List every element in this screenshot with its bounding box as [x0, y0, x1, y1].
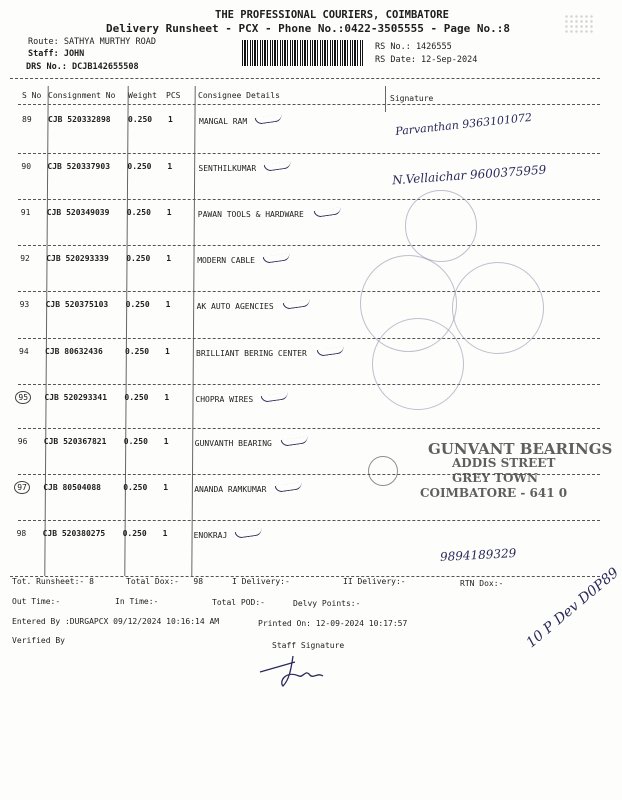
out-time: Out Time:- [12, 597, 61, 606]
row-weight: 0.250 [126, 254, 151, 263]
row-pcs: 1 [165, 347, 170, 356]
check-mark-icon [317, 346, 345, 357]
runsheet-subtitle: Delivery Runsheet - PCX - Phone No.:0422-3505555 - Page No.:8 [106, 22, 510, 35]
stamp-company-name: GUNVANT BEARINGS [428, 440, 613, 458]
col-header-weight: Weight [128, 91, 157, 100]
row-consignee: CHOPRA WIRES [195, 395, 254, 404]
row-pcs: 1 [165, 300, 171, 309]
row-sno: 89 [22, 115, 32, 124]
stamp-seal [372, 318, 464, 410]
column-rule [191, 86, 195, 576]
rtn-dox: RTN Dox:- [460, 579, 504, 588]
check-mark-icon [234, 528, 262, 539]
handwritten-phone: 9894189329 [439, 546, 517, 564]
row-weight: 0.250 [125, 347, 150, 356]
col-header-pcs: PCS [166, 91, 181, 100]
row-divider [18, 245, 600, 246]
in-time: In Time:- [115, 597, 159, 606]
check-mark-icon [280, 436, 308, 447]
row-weight: 0.250 [123, 483, 148, 492]
handwritten-signature: Parvanthan 9363101072 [394, 110, 533, 139]
row-sno: 98 [16, 529, 27, 538]
total-pod: Total POD:- [212, 598, 265, 607]
row-consignee: MODERN CABLE [197, 256, 255, 265]
row-consignment-no: CJB 520337903 [47, 162, 111, 171]
row-divider [18, 384, 600, 385]
stamp-seal [405, 190, 477, 262]
row-pcs: 1 [162, 529, 168, 538]
scan-speckle [564, 14, 594, 34]
stamp-line: GREY TOWN [452, 471, 538, 485]
row-weight: 0.250 [122, 529, 147, 538]
check-mark-icon [275, 482, 303, 493]
row-pcs: 1 [164, 393, 170, 402]
row-weight: 0.250 [127, 162, 152, 171]
check-mark-icon [261, 392, 289, 403]
row-consignment-no: CJB 520332898 [48, 115, 111, 124]
row-consignee: ENOKRAJ [193, 531, 228, 540]
column-rule [385, 86, 386, 112]
divider [10, 78, 600, 79]
row-sno: 95 [15, 391, 31, 404]
check-mark-icon [264, 161, 292, 172]
row-sno: 93 [19, 300, 30, 309]
row-consignment-no: CJB 520380275 [42, 529, 106, 538]
staff-signature-scribble [255, 650, 335, 690]
row-consignment-no: CJB 520293341 [44, 393, 108, 402]
check-mark-icon [263, 253, 291, 264]
handwritten-note: 10 P Dev D0P89 [523, 564, 622, 652]
row-divider [18, 520, 600, 521]
drs-number: DRS No.: DCJB142655508 [26, 62, 139, 72]
row-consignee: PAWAN TOOLS & HARDWARE [197, 210, 304, 219]
row-pcs: 1 [166, 208, 172, 217]
check-mark-icon [255, 114, 283, 125]
row-pcs: 1 [166, 254, 172, 263]
verified-by: Verified By [12, 636, 65, 645]
route-label: Route: SATHYA MURTHY ROAD [28, 37, 156, 47]
row-sno: 97 [14, 481, 30, 494]
tot-runsheet: Tot. Runsheet:- 8 [12, 577, 94, 586]
total-dox: Total Dox:- 98 [126, 577, 204, 586]
column-rule [44, 86, 48, 576]
row-divider [18, 153, 600, 154]
row-weight: 0.250 [125, 300, 150, 309]
delvy-points: Delvy Points:- [293, 599, 361, 608]
row-consignee: ANANDA RAMKUMAR [194, 485, 267, 494]
stamp-seal [368, 456, 398, 486]
row-consignment-no: CJB 80632436 [45, 347, 103, 356]
row-sno: 94 [19, 347, 29, 356]
row-consignment-no: CJB 520349039 [46, 208, 110, 217]
i-delivery: I Delivery:- [232, 577, 290, 586]
row-sno: 90 [21, 162, 32, 171]
barcode [242, 40, 364, 66]
printed-on: Printed On: 12-09-2024 10:17:57 [258, 619, 408, 628]
row-weight: 0.250 [126, 208, 151, 217]
row-consignment-no: CJB 80504088 [43, 483, 101, 492]
col-header-sno: S No [22, 91, 42, 100]
row-sno: 92 [20, 254, 30, 263]
row-consignment-no: CJB 520293339 [46, 254, 109, 263]
divider [18, 104, 600, 105]
row-pcs: 1 [163, 483, 169, 492]
staff-label: Staff: JOHN [28, 49, 85, 59]
handwritten-signature: N.Vellaichar 9600375959 [391, 162, 547, 188]
divider [10, 576, 600, 577]
row-pcs: 1 [167, 162, 173, 171]
stamp-seal [452, 262, 544, 354]
row-weight: 0.250 [124, 393, 149, 402]
row-consignment-no: CJB 520367821 [43, 437, 107, 446]
row-weight: 0.250 [128, 115, 153, 124]
rs-date: RS Date: 12-Sep-2024 [375, 55, 478, 65]
col-header-signature: Signature [390, 94, 434, 103]
rs-number: RS No.: 1426555 [375, 42, 452, 52]
company-title: THE PROFESSIONAL COURIERS, COIMBATORE [215, 9, 449, 21]
check-mark-icon [313, 207, 341, 218]
entered-by: Entered By :DURGAPCX 09/12/2024 10:16:14 AM [12, 617, 220, 626]
stamp-line: ADDIS STREET [452, 456, 556, 470]
row-consignee: GUNVANTH BEARING [194, 439, 272, 448]
row-pcs: 1 [163, 437, 169, 446]
check-mark-icon [282, 299, 310, 310]
row-sno: 91 [20, 208, 31, 217]
col-header-consignee: Consignee Details [198, 91, 280, 100]
row-weight: 0.250 [123, 437, 148, 446]
row-consignee: MANGAL RAM [199, 117, 248, 126]
ii-delivery: II Delivery:- [343, 577, 406, 586]
row-consignee: AK AUTO AGENCIES [196, 302, 274, 311]
stamp-line: COIMBATORE - 641 0 [420, 486, 568, 500]
staff-signature-label: Staff Signature [272, 641, 345, 650]
row-consignment-no: CJB 520375103 [45, 300, 109, 309]
row-sno: 96 [17, 437, 28, 446]
col-header-consignment: Consignment No [48, 91, 116, 100]
row-consignee: BRILLIANT BERING CENTER [196, 349, 307, 358]
row-consignee: SENTHILKUMAR [198, 164, 257, 173]
row-divider [18, 199, 600, 200]
row-pcs: 1 [168, 115, 173, 124]
column-rule [124, 86, 128, 576]
row-divider [18, 428, 600, 429]
